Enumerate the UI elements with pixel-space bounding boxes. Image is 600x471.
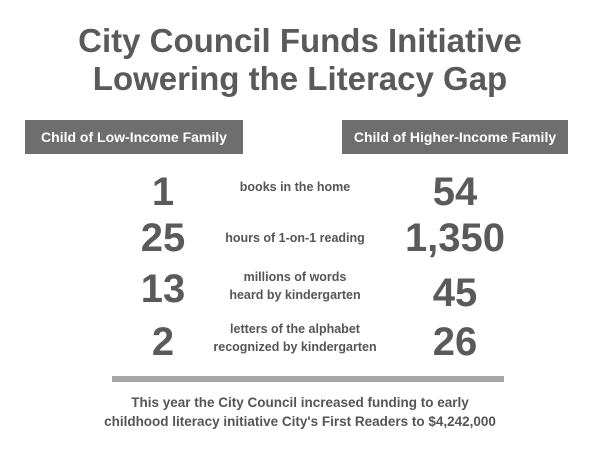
metric-label-line-1: letters of the alphabet <box>230 322 360 336</box>
metric-label <box>195 229 395 247</box>
high-income-value: 1,350 <box>404 216 506 260</box>
funding-note-line-1: This year the City Council increased funding to early <box>131 395 469 410</box>
low-income-value: 1 <box>151 170 175 214</box>
low-income-column-header: Child of Low-Income Family <box>25 120 243 154</box>
low-income-value: 13 <box>140 267 186 311</box>
funding-note <box>0 393 600 431</box>
high-income-value: 45 <box>432 271 478 315</box>
metric-label-line-2: heard by kindergarten <box>229 288 361 302</box>
metric-label <box>195 178 395 196</box>
page-title <box>0 22 600 98</box>
divider <box>112 376 504 382</box>
metric-label-line-1: hours of 1-on-1 reading <box>225 231 365 245</box>
funding-note-line-2: childhood literacy initiative City's First Readers to $4,242,000 <box>104 414 496 429</box>
high-income-value: 26 <box>432 320 478 364</box>
title-line-2: Lowering the Literacy Gap <box>92 60 508 97</box>
metric-label-line-1: millions of words <box>243 270 347 284</box>
low-income-value: 25 <box>140 216 186 260</box>
high-income-column-header: Child of Higher-Income Family <box>342 120 568 154</box>
high-income-value: 54 <box>432 170 478 214</box>
metric-label <box>185 320 405 356</box>
metric-label-line-2: recognized by kindergarten <box>213 340 377 354</box>
low-income-value: 2 <box>151 320 175 364</box>
title-line-1: City Council Funds Initiative <box>78 22 522 59</box>
metric-label <box>195 268 395 304</box>
metric-label-line-1: books in the home <box>239 180 351 194</box>
